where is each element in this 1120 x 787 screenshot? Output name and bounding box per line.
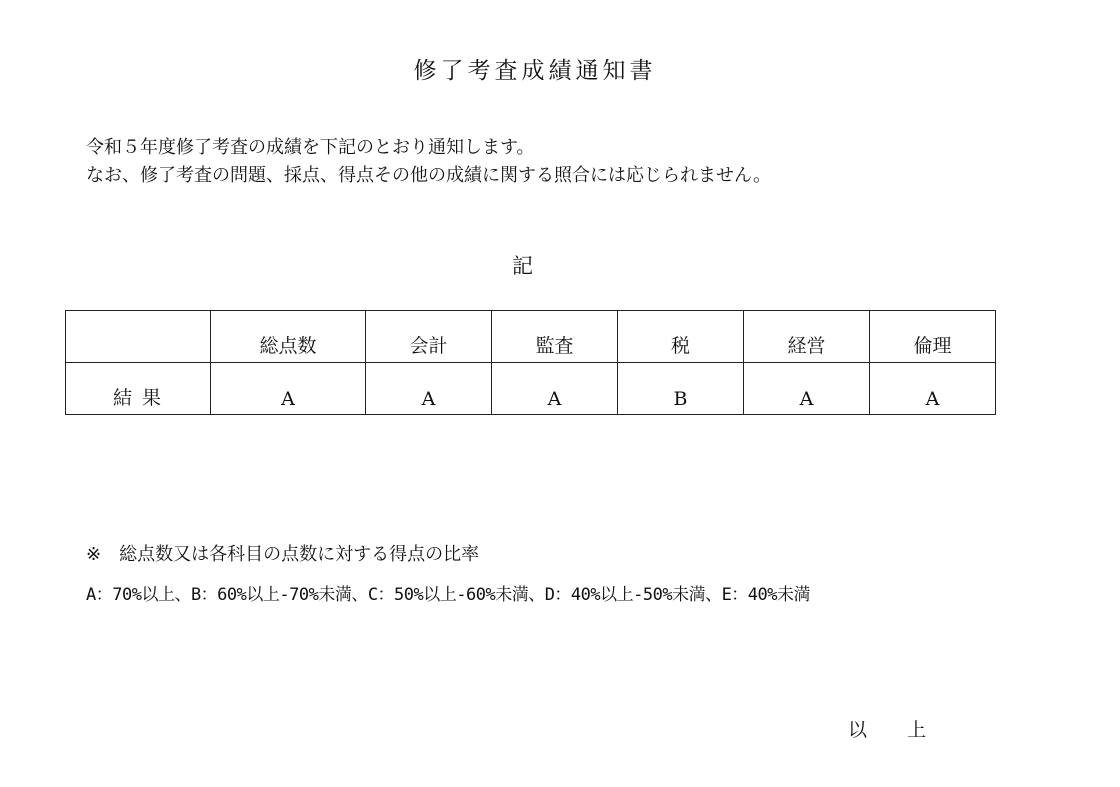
closing-char-1: 以	[848, 719, 868, 741]
results-table	[65, 310, 996, 415]
header-cell-tax: 税	[618, 311, 744, 363]
header-row	[66, 311, 996, 363]
intro-line-1: 令和５年度修了考査の成績を下記のとおり通知します。	[86, 137, 535, 158]
note-mark: ※	[86, 544, 102, 565]
closing-char-2: 上	[907, 719, 927, 741]
grade-scale-text: A：70%以上、B：60%以上-70%未満、C：50%以上-60%未満、D：40%以上-50%未満、E：40%未満	[86, 585, 811, 605]
document-title: 修了考査成績通知書	[413, 58, 657, 84]
header-cell-accounting: 会計	[366, 311, 492, 363]
intro-line-2: なお、修了考査の問題、採点、得点その他の成績に関する照合には応じられません。	[86, 165, 772, 186]
grade-ethics: A	[870, 363, 996, 415]
note-text: 総点数又は各科目の点数に対する得点の比率	[119, 544, 480, 565]
grade-tax: B	[618, 363, 744, 415]
header-cell-empty	[66, 311, 211, 363]
header-cell-audit: 監査	[492, 311, 618, 363]
closing-text	[848, 715, 926, 742]
result-row	[66, 363, 996, 415]
grade-accounting: A	[366, 363, 492, 415]
intro-text	[86, 134, 771, 190]
grade-management: A	[744, 363, 870, 415]
result-row-label: 結果	[66, 363, 211, 415]
header-cell-ethics: 倫理	[870, 311, 996, 363]
note-heading	[86, 540, 479, 566]
header-cell-management: 経営	[744, 311, 870, 363]
grade-total: A	[211, 363, 366, 415]
grade-audit: A	[492, 363, 618, 415]
header-cell-total: 総点数	[211, 311, 366, 363]
ki-heading: 記	[512, 254, 533, 278]
